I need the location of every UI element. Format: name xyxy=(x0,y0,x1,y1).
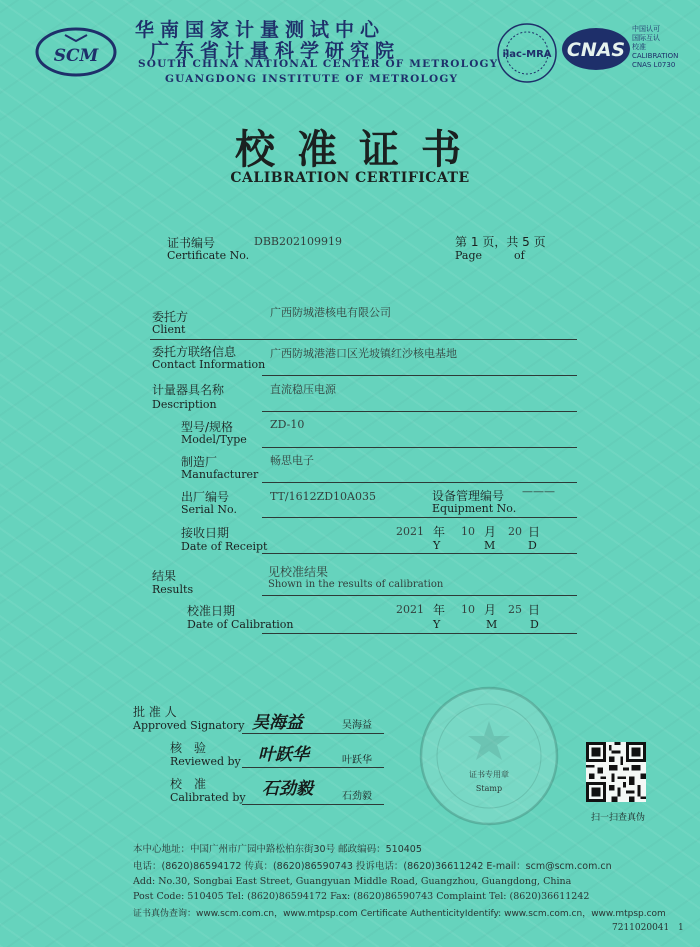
receipt-label-en: Date of Receipt xyxy=(181,540,268,553)
cnas-line: CNAS L0730 xyxy=(632,61,676,69)
contact-label-en: Contact Information xyxy=(152,358,266,371)
receipt-d: D xyxy=(528,539,537,552)
client-value: 广西防城港核电有限公司 xyxy=(270,306,391,319)
cnas-line: CALIBRATION xyxy=(632,52,679,60)
qr-code[interactable] xyxy=(586,742,646,802)
page-cn-2: 页，共 xyxy=(482,235,519,249)
footer-code: 7211020041 xyxy=(612,923,670,933)
calibrator-label-en: Calibrated by xyxy=(170,791,246,804)
page-cn-1: 第 xyxy=(455,235,468,249)
manufacturer-label-cn: 制造厂 xyxy=(181,455,218,469)
divider xyxy=(262,375,577,376)
footer-contact-en: Post Code: 510405 Tel: (8620)86594172 Fax: (8620)86590743 Complaint Tel: (8620)36611242 xyxy=(133,891,590,902)
model-label-en: Model/Type xyxy=(181,433,247,446)
cnas-text: CNAS xyxy=(566,39,626,61)
reviewer-printed-name: 叶跃华 xyxy=(342,755,372,766)
results-label-cn: 结果 xyxy=(152,569,177,583)
logo-text: SCM xyxy=(53,46,99,66)
cnas-line: 国际互认 xyxy=(632,34,660,42)
results-value-en: Shown in the results of calibration xyxy=(268,579,444,590)
cnas-accreditation-text xyxy=(632,25,692,70)
signature-line xyxy=(242,804,384,805)
calibration-month: 10 xyxy=(461,603,475,616)
equipment-label-cn: 设备管理编号 xyxy=(432,489,505,503)
footer-authenticity: 证书真伪查询：www.scm.com.cn，www.mtpsp.com Certificate AuthenticityIdentify: www.scm.com.cn，www.mtpsp.com xyxy=(133,909,666,919)
receipt-month: 10 xyxy=(461,525,475,538)
title-cn: 校准证书 xyxy=(235,126,483,173)
ilac-mra-logo xyxy=(494,22,560,84)
calibration-month-unit: 月 xyxy=(484,603,497,617)
calibration-day: 25 xyxy=(508,603,522,616)
receipt-label-cn: 接收日期 xyxy=(181,526,230,540)
results-label-en: Results xyxy=(152,583,194,596)
equipment-value: ——— xyxy=(522,485,555,498)
page-cn-3: 页 xyxy=(533,235,546,249)
manufacturer-label-en: Manufacturer xyxy=(181,468,259,481)
scm-logo xyxy=(35,25,117,80)
equipment-label-en: Equipment No. xyxy=(432,502,517,515)
approver-printed-name: 吴海益 xyxy=(342,720,372,731)
footer-contact-cn: 电话：(8620)86594172 传真：(8620)86590743 投诉电话：(8620)36611242 E-mail：scm@scm.com.cn xyxy=(133,861,612,872)
cert-no-value: DBB202109919 xyxy=(254,235,342,248)
contact-label-cn: 委托方联络信息 xyxy=(152,345,237,359)
calibrator-signature: 石劲毅 xyxy=(262,779,313,799)
reviewer-signature: 叶跃华 xyxy=(258,745,309,765)
description-label-en: Description xyxy=(152,398,217,411)
signature-line xyxy=(242,767,384,768)
org-name-en-2: GUANGDONG INSTITUTE OF METROLOGY xyxy=(165,73,459,85)
receipt-month-unit: 月 xyxy=(484,525,497,539)
approver-signature: 吴海益 xyxy=(252,713,303,733)
receipt-year: 2021 xyxy=(396,525,424,538)
page-total: 5 xyxy=(522,235,530,249)
org-name-cn-1: 华南国家计量测试中心 xyxy=(135,19,386,41)
calibration-m: M xyxy=(486,618,498,631)
cert-no-label-cn: 证书编号 xyxy=(167,236,216,250)
model-label-cn: 型号/规格 xyxy=(181,420,234,434)
footer-page-number: 1 xyxy=(678,923,684,933)
receipt-year-unit: 年 xyxy=(433,525,446,539)
approver-label-en: Approved Signatory xyxy=(133,719,245,732)
divider xyxy=(262,411,577,412)
calibration-year: 2021 xyxy=(396,603,424,616)
divider xyxy=(262,595,577,596)
client-label-cn: 委托方 xyxy=(152,310,189,324)
reviewer-label-cn: 核 验 xyxy=(170,741,207,755)
results-value-cn: 见校准结果 xyxy=(268,565,329,579)
calibration-date-label-en: Date of Calibration xyxy=(187,618,294,631)
calibration-d: D xyxy=(530,618,539,631)
divider xyxy=(262,447,577,448)
of-label-en: of xyxy=(514,249,525,262)
calibration-y: Y xyxy=(433,618,441,631)
description-value: 直流稳压电源 xyxy=(270,383,336,396)
reviewer-label-en: Reviewed by xyxy=(170,755,241,768)
approver-label-cn: 批 准 人 xyxy=(133,705,177,719)
receipt-day: 20 xyxy=(508,525,522,538)
calibrator-printed-name: 石劲毅 xyxy=(342,791,372,802)
title-en: CALIBRATION CERTIFICATE xyxy=(230,170,470,186)
signature-line xyxy=(242,733,384,734)
cnas-line: 校准 xyxy=(632,43,646,51)
divider xyxy=(262,633,577,634)
cnas-line: 中国认可 xyxy=(632,25,660,33)
cert-no-label-en: Certificate No. xyxy=(167,249,250,262)
page-label-cn xyxy=(455,233,546,250)
qr-caption: 扫一扫查真伪 xyxy=(591,813,646,823)
receipt-m: M xyxy=(484,539,496,552)
calibration-day-unit: 日 xyxy=(528,603,541,617)
serial-label-en: Serial No. xyxy=(181,503,237,516)
model-value: ZD-10 xyxy=(270,418,305,431)
stamp-label-en: Stamp xyxy=(475,784,503,793)
serial-label-cn: 出厂编号 xyxy=(181,490,230,504)
calibrator-label-cn: 校 准 xyxy=(170,777,207,791)
org-name-cn-2: 广东省计量科学研究院 xyxy=(150,40,401,62)
footer-address-cn: 本中心地址：中国广州市广园中路松柏东街30号 邮政编码：510405 xyxy=(133,844,422,855)
stamp-label-cn: 证书专用章 xyxy=(469,770,509,779)
client-label-en: Client xyxy=(152,323,186,336)
calibration-year-unit: 年 xyxy=(433,603,446,617)
receipt-day-unit: 日 xyxy=(528,525,541,539)
cnas-logo xyxy=(560,25,632,73)
serial-value: TT/1612ZD10A035 xyxy=(270,490,376,503)
divider xyxy=(262,553,577,554)
contact-value: 广西防城港港口区光坡镇红沙核电基地 xyxy=(270,347,457,360)
page-label-en: Page xyxy=(455,249,483,262)
footer-address-en: Add: No.30, Songbai East Street, Guangyuan Middle Road, Guangzhou, Guangdong, China xyxy=(133,876,572,887)
divider xyxy=(262,517,577,518)
description-label-cn: 计量器具名称 xyxy=(152,383,225,397)
embossed-stamp xyxy=(418,685,560,827)
divider xyxy=(262,482,577,483)
receipt-y: Y xyxy=(433,539,441,552)
ilac-text: ilac-MRA xyxy=(502,49,552,60)
calibration-date-label-cn: 校准日期 xyxy=(187,604,236,618)
page-current: 1 xyxy=(470,235,479,249)
manufacturer-value: 畅思电子 xyxy=(270,454,314,467)
org-name-en-1: SOUTH CHINA NATIONAL CENTER OF METROLOGY xyxy=(138,58,499,70)
divider xyxy=(150,339,577,340)
